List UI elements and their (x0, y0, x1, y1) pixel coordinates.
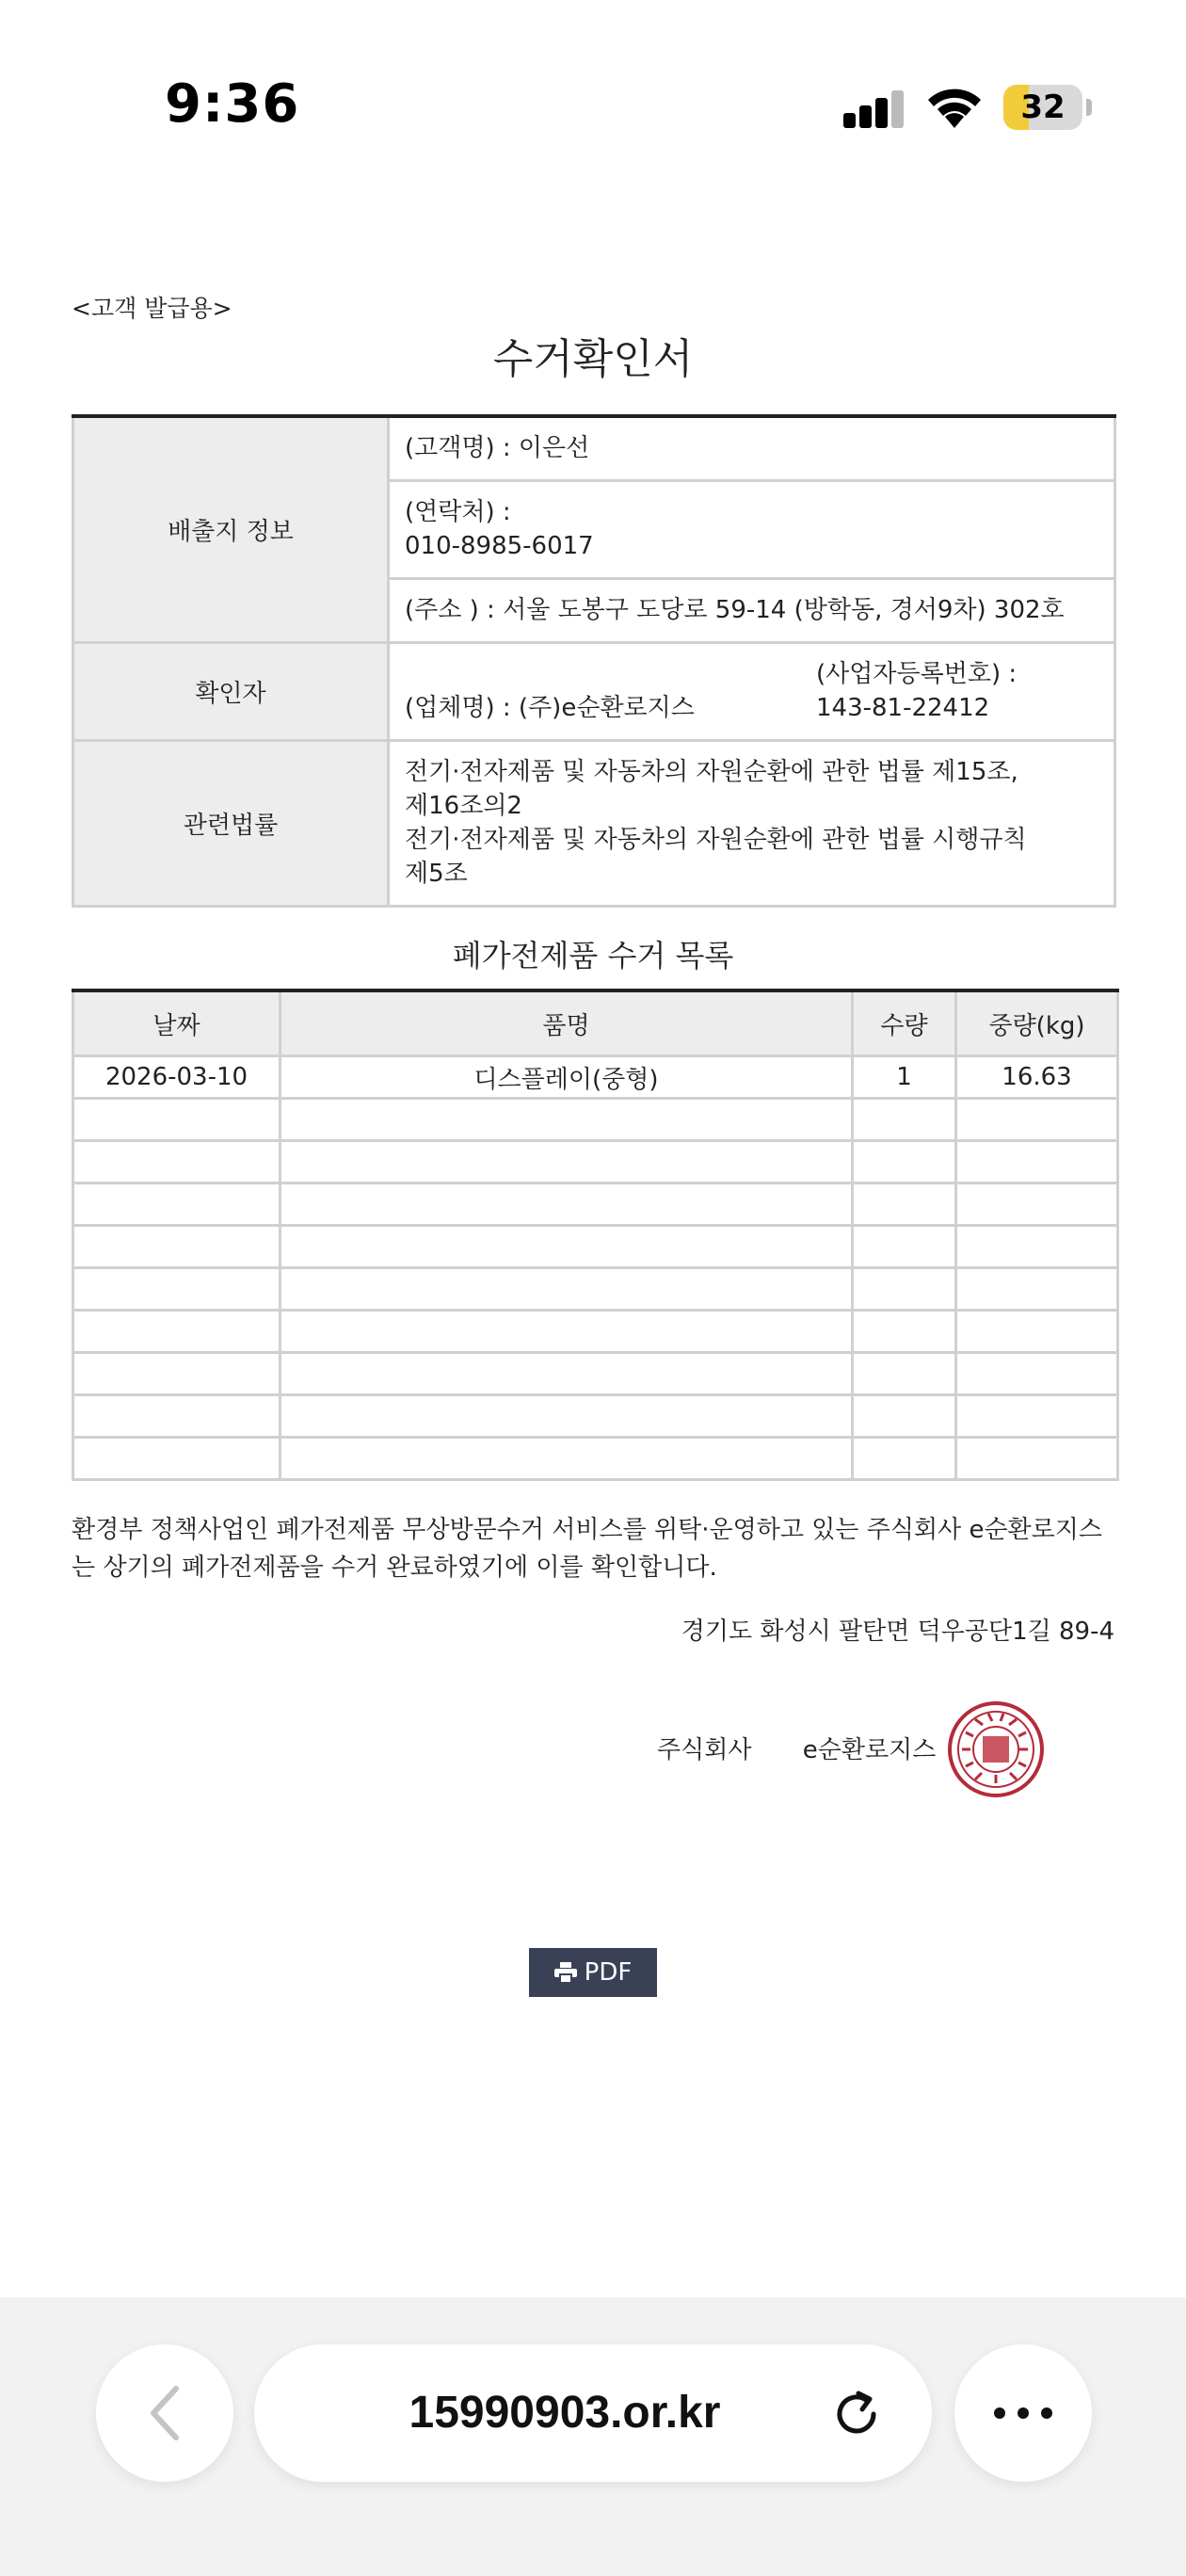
cell-date (73, 1183, 280, 1226)
printer-icon (554, 1962, 577, 1983)
cell-date (73, 1395, 280, 1438)
cell-date: 2026-03-10 (73, 1056, 280, 1099)
cell-date (73, 1438, 280, 1480)
contact-label: (연락처) : (405, 498, 511, 526)
cell-date (73, 1268, 280, 1311)
customer-name: (고객명) : 이은선 (389, 416, 1115, 480)
cell-quantity (853, 1099, 956, 1141)
cell-weight (956, 1353, 1118, 1395)
cell-date (73, 1099, 280, 1141)
battery-level-text: 32 (1020, 89, 1066, 126)
cell-item-name (280, 1226, 853, 1268)
url-text: 15990903.or.kr (409, 2388, 721, 2438)
cell-quantity (853, 1141, 956, 1183)
cell-item-name (280, 1141, 853, 1183)
company-name-field: (업체명) : (주)e순환로지스 (405, 694, 695, 722)
chevron-left-icon (146, 2383, 184, 2443)
cellular-signal-icon (843, 90, 904, 128)
law-line: 제5조 (405, 860, 468, 888)
cell-weight (956, 1395, 1118, 1438)
cell-weight (956, 1268, 1118, 1311)
contact-cell (389, 480, 1115, 578)
table-row (73, 1268, 1118, 1311)
table-row (73, 1353, 1118, 1395)
status-time: 9:36 (165, 73, 300, 135)
cell-item-name (280, 1099, 853, 1141)
related-law-label: 관련법률 (73, 740, 389, 906)
header-date: 날짜 (73, 990, 280, 1056)
ellipsis-icon (993, 2407, 1053, 2420)
bizno-label: (사업자등록번호) : (816, 660, 1018, 688)
table-row (73, 1226, 1118, 1268)
cell-date (73, 1141, 280, 1183)
company-address: 경기도 화성시 팔탄면 덕우공단1길 89-4 (681, 1618, 1114, 1646)
cell-quantity (853, 1353, 956, 1395)
confirmation-statement: 환경부 정책사업인 폐가전제품 무상방문수거 서비스를 위탁·운영하고 있는 주식회사 e순환로지스는 상기의 폐가전제품을 수거 완료하였기에 이를 확인합니다. (72, 1516, 1103, 1582)
table-header-row (73, 990, 1118, 1056)
back-button[interactable] (96, 2344, 233, 2482)
company-name: e순환로지스 (802, 1736, 937, 1764)
cell-item-name (280, 1268, 853, 1311)
cell-date (73, 1311, 280, 1353)
table-row (73, 1056, 1118, 1099)
wifi-icon (924, 83, 985, 130)
address-bar[interactable] (254, 2344, 932, 2482)
address-value: (주소 ) : 서울 도봉구 도당로 59-14 (방학동, 경서9차) 302호 (389, 578, 1115, 642)
confirmer-cell (389, 642, 1115, 740)
cell-item-name (280, 1353, 853, 1395)
cell-date (73, 1353, 280, 1395)
cell-weight (956, 1099, 1118, 1141)
pdf-print-button[interactable] (529, 1948, 657, 1997)
cell-quantity: 1 (853, 1056, 956, 1099)
company-seal-stamp (947, 1700, 1045, 1798)
more-options-button[interactable] (954, 2344, 1092, 2482)
company-prefix: 주식회사 (657, 1736, 752, 1764)
cell-item-name (280, 1395, 853, 1438)
table-row (73, 1395, 1118, 1438)
header-weight: 중량(kg) (956, 990, 1118, 1056)
cell-quantity (853, 1183, 956, 1226)
table-row (73, 1141, 1118, 1183)
status-bar (0, 0, 1186, 217)
cell-weight: 16.63 (956, 1056, 1118, 1099)
collection-list-table (72, 989, 1119, 1481)
law-line: 제16조의2 (405, 792, 522, 820)
table-row (73, 1183, 1118, 1226)
battery-icon (1003, 85, 1088, 132)
table-row (73, 1438, 1118, 1480)
header-quantity: 수량 (853, 990, 956, 1056)
document-tag: <고객 발급용> (72, 295, 232, 322)
cell-date (73, 1226, 280, 1268)
law-line: 전기·전자제품 및 자동차의 자원순환에 관한 법률 제15조, (405, 758, 1018, 786)
bizno-value: 143-81-22412 (816, 694, 990, 722)
document-title: 수거확인서 (492, 335, 694, 383)
company-signature (657, 1731, 936, 1765)
cell-item-name (280, 1438, 853, 1480)
cell-quantity (853, 1438, 956, 1480)
info-table (72, 414, 1116, 908)
reload-icon[interactable] (832, 2390, 881, 2439)
table-row (73, 1099, 1118, 1141)
collection-list-title: 폐가전제품 수거 목록 (452, 938, 734, 974)
cell-quantity (853, 1226, 956, 1268)
header-item-name: 품명 (280, 990, 853, 1056)
cell-weight (956, 1438, 1118, 1480)
cell-quantity (853, 1268, 956, 1311)
cell-quantity (853, 1395, 956, 1438)
law-line: 전기·전자제품 및 자동차의 자원순환에 관한 법률 시행규칙 (405, 826, 1027, 854)
cell-item-name: 디스플레이(중형) (280, 1056, 853, 1099)
confirmer-label: 확인자 (73, 642, 389, 740)
cell-item-name (280, 1311, 853, 1353)
cell-weight (956, 1141, 1118, 1183)
pdf-button-label: PDF (584, 1958, 633, 1987)
cell-weight (956, 1226, 1118, 1268)
contact-value: 010-8985-6017 (405, 532, 594, 560)
related-law-cell (389, 740, 1115, 906)
cell-quantity (853, 1311, 956, 1353)
cell-item-name (280, 1183, 853, 1226)
emitter-info-label: 배출지 정보 (73, 416, 389, 642)
table-row (73, 1311, 1118, 1353)
cell-weight (956, 1311, 1118, 1353)
cell-weight (956, 1183, 1118, 1226)
